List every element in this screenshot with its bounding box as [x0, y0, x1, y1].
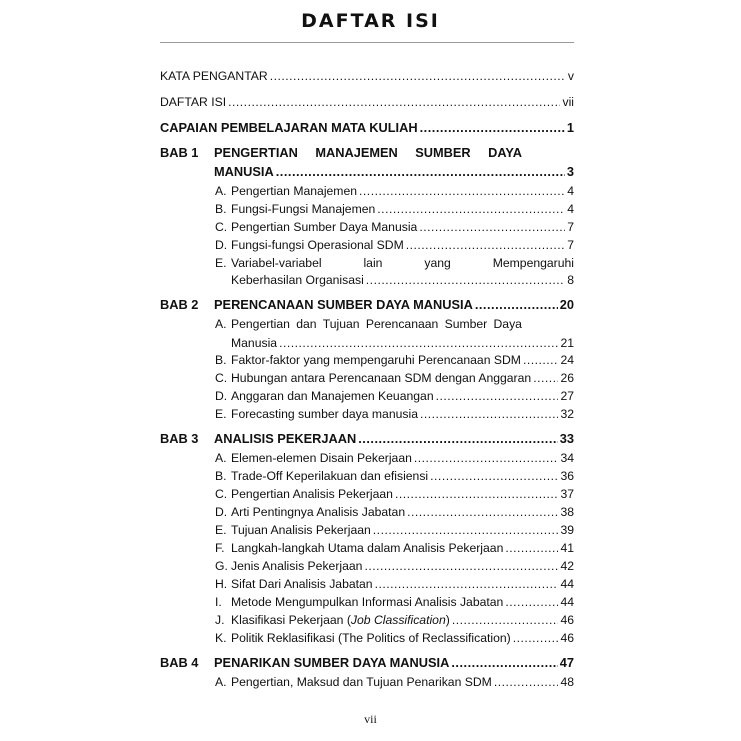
page-title: DAFTAR ISI [301, 10, 440, 32]
title-divider [160, 42, 574, 43]
entry-text-italic: Job Classification [350, 613, 446, 627]
leader-dots [406, 235, 565, 255]
chapter-label: BAB 3 [160, 431, 199, 446]
page-number: 44 [560, 595, 574, 609]
entry-title: Pengertian Analisis Pekerjaan [231, 487, 393, 501]
toc-entry[interactable] [160, 484, 574, 504]
page-number: 7 [567, 220, 574, 234]
chapter-entry-bab3[interactable] [160, 429, 574, 449]
entry-word: Tujuan [322, 317, 360, 331]
leader-dots [366, 270, 565, 290]
entry-text: ) [445, 613, 450, 627]
item-letter: A. [215, 184, 227, 198]
page-number: 7 [567, 238, 574, 252]
entry-title: Pengertian, Maksud dan Tujuan Penarikan SDM [231, 675, 492, 689]
entry-title: Elemen-elemen Disain Pekerjaan [231, 451, 412, 465]
leader-dots [505, 592, 558, 612]
chapter-label: BAB 1 [160, 145, 199, 160]
item-letter: B. [215, 353, 227, 367]
toc-entry[interactable] [160, 502, 574, 522]
leader-dots [430, 466, 558, 486]
item-letter: D. [215, 238, 228, 252]
toc-entry[interactable] [160, 368, 574, 388]
entry-word: Sumber [444, 317, 488, 331]
item-letter: G. [215, 559, 228, 573]
toc-entry[interactable] [160, 404, 574, 424]
leader-dots [375, 574, 559, 594]
entry-title: Trade-Off Keperilakuan dan efisiensi [231, 469, 429, 483]
page-number: 21 [560, 336, 574, 350]
chapter-title-word: SUMBER [415, 145, 471, 160]
leader-dots [533, 368, 558, 388]
chapter-entry-bab1[interactable] [160, 162, 574, 182]
page-number: 38 [560, 505, 574, 519]
page-number: 24 [560, 353, 574, 367]
entry-title: Tujuan Analisis Pekerjaan [231, 523, 371, 537]
toc-entry[interactable] [160, 199, 574, 219]
entry-title: Fungsi-Fungsi Manajemen [231, 202, 376, 216]
entry-title: Pengertian Sumber Daya Manusia [231, 220, 418, 234]
entry-word: dan [296, 317, 317, 331]
toc-entry-daftar-isi[interactable] [160, 92, 574, 112]
item-letter: C. [215, 371, 228, 385]
leader-dots [270, 66, 566, 86]
toc-entry[interactable] [160, 466, 574, 486]
page-number: 46 [560, 631, 574, 645]
leader-dots [420, 118, 565, 138]
toc-entry[interactable] [160, 592, 574, 612]
entry-word: lain [363, 256, 383, 270]
toc-entry[interactable] [160, 574, 574, 594]
entry-word: Variabel-variabel [231, 256, 322, 270]
item-letter: C. [215, 487, 228, 501]
item-letter: K. [215, 631, 227, 645]
leader-dots [523, 350, 559, 370]
item-letter: A. [215, 451, 227, 465]
page-number: 4 [567, 184, 574, 198]
toc-entry[interactable] [160, 270, 574, 290]
page-number: 20 [559, 297, 574, 312]
page-number: 36 [560, 469, 574, 483]
chapter-entry-bab2[interactable] [160, 295, 574, 315]
page-number: 27 [560, 389, 574, 403]
toc-entry[interactable] [160, 235, 574, 255]
leader-dots [475, 295, 558, 315]
item-letter: A. [215, 317, 227, 331]
chapter-title-word: MANAJEMEN [315, 145, 398, 160]
page-number: 4 [567, 202, 574, 216]
leader-dots [513, 628, 559, 648]
entry-title: Manusia [231, 336, 278, 350]
leader-dots [228, 92, 560, 112]
leader-dots [436, 386, 559, 406]
entry-title: Faktor-faktor yang mempengaruhi Perencanaan SDM [231, 353, 521, 367]
toc-entry[interactable] [160, 538, 574, 558]
leader-dots [505, 538, 558, 558]
toc-entry[interactable] [160, 628, 574, 648]
entry-title: ANALISIS PEKERJAAN [214, 431, 357, 446]
leader-dots [358, 429, 558, 449]
toc-entry[interactable] [160, 350, 574, 370]
page-number: 32 [560, 407, 574, 421]
leader-dots [377, 199, 565, 219]
entry-text: Klasifikasi Pekerjaan ( [231, 613, 351, 627]
entry-title: Hubungan antara Perencanaan SDM dengan Anggaran [231, 371, 532, 385]
chapter-label: BAB 4 [160, 655, 199, 670]
entry-title: Anggaran dan Manajemen Keuangan [231, 389, 434, 403]
entry-title: Forecasting sumber daya manusia [231, 407, 418, 421]
page-number: 33 [559, 431, 574, 446]
page-number: vii [562, 95, 574, 109]
entry-title: Jenis Analisis Pekerjaan [231, 559, 363, 573]
entry-word: Mempengaruhi [492, 256, 574, 270]
leader-dots [395, 484, 559, 504]
leader-dots [364, 556, 558, 576]
leader-dots [451, 653, 557, 673]
toc-entry[interactable] [160, 181, 574, 201]
page-number: 39 [560, 523, 574, 537]
page-number: 44 [560, 577, 574, 591]
page-footer-number: vii [364, 712, 377, 726]
item-letter: J. [215, 613, 225, 627]
toc-entry-wrapped-line[interactable] [231, 314, 522, 334]
leader-dots [276, 162, 565, 182]
toc-entry[interactable] [160, 448, 574, 468]
toc-entry[interactable] [160, 520, 574, 540]
page-number: 48 [560, 675, 574, 689]
item-letter: E. [215, 256, 227, 270]
entry-title: Pengertian Manajemen [231, 184, 358, 198]
page-number: 37 [560, 487, 574, 501]
entry-title [231, 610, 450, 630]
leader-dots [452, 610, 559, 630]
toc-entry[interactable] [160, 386, 574, 406]
toc-entry[interactable] [160, 610, 574, 630]
entry-title: Arti Pentingnya Analisis Jabatan [231, 505, 406, 519]
page-number: 42 [560, 559, 574, 573]
leader-dots [359, 181, 565, 201]
page-number: 1 [566, 120, 574, 135]
entry-word: Daya [493, 317, 522, 331]
toc-entry[interactable] [160, 556, 574, 576]
chapter-title-line[interactable] [214, 143, 522, 163]
entry-title: Sifat Dari Analisis Jabatan [231, 577, 373, 591]
item-letter: I. [215, 595, 222, 609]
leader-dots [407, 502, 558, 522]
leader-dots [419, 217, 565, 237]
entry-title: Metode Mengumpulkan Informasi Analisis Jabatan [231, 595, 504, 609]
entry-word: Perencanaan [365, 317, 439, 331]
toc-entry[interactable] [160, 672, 574, 692]
entry-title: Keberhasilan Organisasi [231, 273, 364, 287]
page-number: 34 [560, 451, 574, 465]
item-letter: B. [215, 202, 227, 216]
entry-word: Pengertian [231, 317, 290, 331]
item-letter: E. [215, 523, 227, 537]
page-number: 46 [560, 613, 574, 627]
entry-title: KATA PENGANTAR [160, 69, 268, 83]
entry-word: yang [424, 256, 451, 270]
entry-title: Langkah-langkah Utama dalam Analisis Pekerjaan [231, 541, 504, 555]
chapter-title-word: PENGERTIAN [214, 145, 298, 160]
page-number: 3 [566, 164, 574, 179]
entry-title: Politik Reklasifikasi (The Politics of Reclassification) [231, 631, 511, 645]
entry-title: MANUSIA [214, 164, 274, 179]
item-letter: E. [215, 407, 227, 421]
entry-title: PENARIKAN SUMBER DAYA MANUSIA [214, 655, 450, 670]
leader-dots [494, 672, 559, 692]
entry-title: CAPAIAN PEMBELAJARAN MATA KULIAH [160, 120, 418, 135]
chapter-title-word: DAYA [488, 145, 522, 160]
toc-entry-capaian[interactable] [160, 118, 574, 138]
page-number: 26 [560, 371, 574, 385]
toc-entry[interactable] [160, 217, 574, 237]
page-number: 8 [567, 273, 574, 287]
item-letter: A. [215, 675, 227, 689]
item-letter: B. [215, 469, 227, 483]
entry-title: PERENCANAAN SUMBER DAYA MANUSIA [214, 297, 473, 312]
leader-dots [414, 448, 559, 468]
item-letter: D. [215, 389, 228, 403]
item-letter: D. [215, 505, 228, 519]
entry-title: Fungsi-fungsi Operasional SDM [231, 238, 404, 252]
item-letter: F. [215, 541, 225, 555]
toc-entry-kata-pengantar[interactable] [160, 66, 574, 86]
chapter-label: BAB 2 [160, 297, 199, 312]
item-letter: C. [215, 220, 228, 234]
page-number: 41 [560, 541, 574, 555]
page-number: v [567, 69, 574, 83]
item-letter: H. [215, 577, 228, 591]
entry-title: DAFTAR ISI [160, 95, 227, 109]
chapter-entry-bab4[interactable] [160, 653, 574, 673]
page-number: 47 [559, 655, 574, 670]
leader-dots [373, 520, 559, 540]
leader-dots [420, 404, 558, 424]
